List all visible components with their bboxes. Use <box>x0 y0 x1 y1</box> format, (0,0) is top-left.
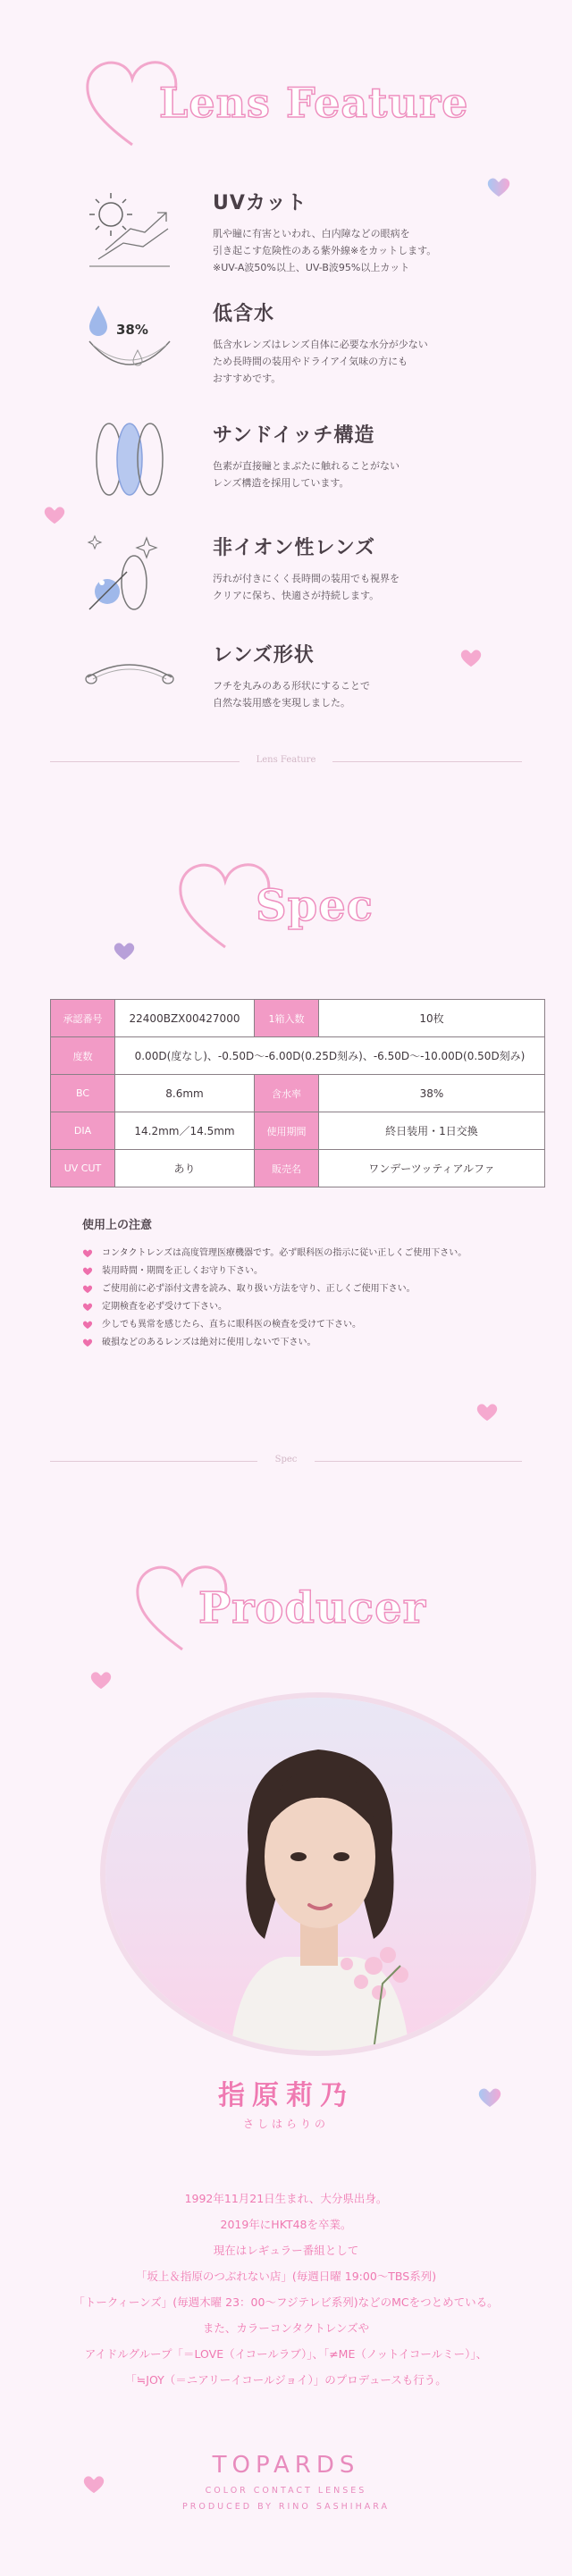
heart-pink-icon <box>475 1403 499 1422</box>
spec-header: 1箱入数 <box>255 1000 319 1037</box>
table-row <box>51 1150 545 1187</box>
bio-line: 「トークィーンズ」(毎週木曜 23：00～フジテレビ系列)などのMCをつとめている。 <box>73 2295 499 2309</box>
table-row <box>51 1000 545 1037</box>
sandwich-layer-icon <box>80 420 179 509</box>
feature-name: 低含水 <box>213 303 275 325</box>
note-text: 定期検査を必ず受けて下さい。 <box>102 1302 227 1312</box>
section-divider <box>50 1455 522 1467</box>
percent-badge: 38% <box>116 322 148 338</box>
heart-bullet-icon <box>82 1303 93 1312</box>
feature-desc: 肌や瞳に有害といわれ、白内障などの眼病を 引き起こす危険性のある紫外線※をカットします。 ※UV-A波50%以上、UV-B波95%以上カット <box>213 228 437 273</box>
table-row <box>51 1037 545 1075</box>
spec-value: 22400BZX00427000 <box>115 1000 255 1037</box>
feature-non-ionic <box>80 533 527 631</box>
water-drop-lens-icon <box>80 298 179 388</box>
heart-pink-icon <box>459 649 483 668</box>
heart-pink-icon <box>82 2475 105 2495</box>
heart-pink-icon <box>43 506 66 525</box>
spec-value: ワンデーツッティアルファ <box>319 1150 545 1187</box>
feature-desc: 低含水レンズはレンズ自体に必要な水分が少ない ため長時間の装用やドライアイ気味の方にも おすすめです。 <box>213 339 428 384</box>
producer-name: 指原莉乃 <box>218 2080 354 2111</box>
spec-title: Spec <box>256 881 374 931</box>
usage-notes <box>79 1215 543 1352</box>
heart-bullet-icon <box>82 1249 93 1258</box>
spec-header: BC <box>51 1075 115 1112</box>
brand-tagline: COLOR CONTACT LENSES <box>205 2486 367 2496</box>
bio-line: 1992年11月21日生まれ、大分県出身。 <box>184 2192 388 2205</box>
producer-kana: さしはらりの <box>242 2118 329 2130</box>
list-item <box>79 1263 543 1280</box>
feature-name: 非イオン性レンズ <box>213 537 376 559</box>
spec-value: 14.2mm／14.5mm <box>115 1112 255 1150</box>
list-item <box>79 1280 543 1298</box>
list-item <box>79 1316 543 1334</box>
list-item <box>79 1245 543 1263</box>
spec-value: 10枚 <box>319 1000 545 1037</box>
heart-bullet-icon <box>82 1321 93 1330</box>
heart-bullet-icon <box>82 1267 93 1276</box>
non-ionic-icon <box>80 533 179 622</box>
feature-name: UVカット <box>213 192 307 214</box>
bio-line: 2019年にHKT48を卒業。 <box>220 2218 352 2231</box>
spec-value: 終日装用・1日交換 <box>319 1112 545 1150</box>
spec-value: 8.6mm <box>115 1075 255 1112</box>
notes-title: 使用上の注意 <box>82 1219 153 1232</box>
heart-bullet-icon <box>82 1338 93 1347</box>
note-text: コンタクトレンズは高度管理医療機器です。必ず眼科医の指示に従い正しくご使用下さい。 <box>102 1248 467 1258</box>
feature-desc: 色素が直接瞳とまぶたに触れることがない レンズ構造を採用しています。 <box>213 460 400 489</box>
brand-producer-line: PRODUCED BY RINO SASHIHARA <box>182 2502 390 2512</box>
feature-name: レンズ形状 <box>213 644 315 667</box>
brand-logo: TOPARDS <box>212 2452 360 2479</box>
note-text: 破損などのあるレンズは絶対に使用しないで下さい。 <box>102 1338 316 1347</box>
spec-table <box>50 999 545 1187</box>
note-text: 装用時間・期間を正しくお守り下さい。 <box>102 1266 263 1276</box>
divider-label: Lens Feature <box>256 755 316 765</box>
heart-purple-icon <box>113 942 136 961</box>
spec-header: 使用期間 <box>255 1112 319 1150</box>
producer-title: Producer <box>198 1583 426 1633</box>
heart-bullet-icon <box>82 1285 93 1294</box>
spec-header: 含水率 <box>255 1075 319 1112</box>
spec-header: 承認番号 <box>51 1000 115 1037</box>
spec-header: 販売名 <box>255 1150 319 1187</box>
spec-header: 度数 <box>51 1037 115 1075</box>
feature-desc: 汚れが付きにくく長時間の装用でも視界を クリアに保ち、快適さが持続します。 <box>213 573 400 601</box>
spec-header: DIA <box>51 1112 115 1150</box>
section-divider <box>50 755 522 768</box>
feature-sandwich <box>80 420 527 518</box>
spec-header: UV CUT <box>51 1150 115 1187</box>
spec-value: あり <box>115 1150 255 1187</box>
feature-desc: フチを丸みのある形状にすることで 自然な装用感を実現しました。 <box>213 680 370 709</box>
divider-label: Spec <box>274 1455 298 1464</box>
feature-name: サンドイッチ構造 <box>213 424 375 447</box>
bio-line: 「≒JOY（＝ニアリーイコールジョイ）」のプロデュースも行う。 <box>125 2373 447 2387</box>
bio-line: また、カラーコンタクトレンズや <box>202 2321 370 2335</box>
note-text: ご使用前に必ず添付文書を読み、取り扱い方法を守り、正しくご使用下さい。 <box>102 1284 416 1294</box>
bio-line: 現在はレギュラー番組として <box>213 2244 359 2257</box>
feature-low-water <box>80 298 527 397</box>
heart-pink-icon <box>89 1671 113 1691</box>
producer-portrait <box>105 1698 531 2051</box>
table-row <box>51 1112 545 1150</box>
feature-uv-cut <box>80 188 527 286</box>
bio-line: アイドルグループ「＝LOVE（イコールラブ）」、「≠ME（ノットイコールミー）」、 <box>84 2347 488 2361</box>
list-item <box>79 1334 543 1352</box>
sun-uv-icon <box>80 188 179 277</box>
note-text: 少しでも異常を感じたら、直ちに眼科医の検査を受けて下さい。 <box>102 1320 361 1330</box>
lens-shape-icon <box>80 640 179 729</box>
lens-feature-title: Lens Feature <box>159 79 469 127</box>
portrait-illustration <box>105 1698 531 2051</box>
list-item <box>79 1298 543 1316</box>
table-row <box>51 1075 545 1112</box>
spec-value: 0.00D(度なし)、-0.50D～-6.00D(0.25D刻み)、-6.50D～-10.00D(0.50D刻み) <box>115 1037 545 1075</box>
spec-value: 38% <box>319 1075 545 1112</box>
bio-line: 「坂上＆指原のつぶれない店」(毎週日曜 19:00～TBS系列) <box>135 2270 437 2283</box>
producer-bio <box>0 2186 572 2393</box>
